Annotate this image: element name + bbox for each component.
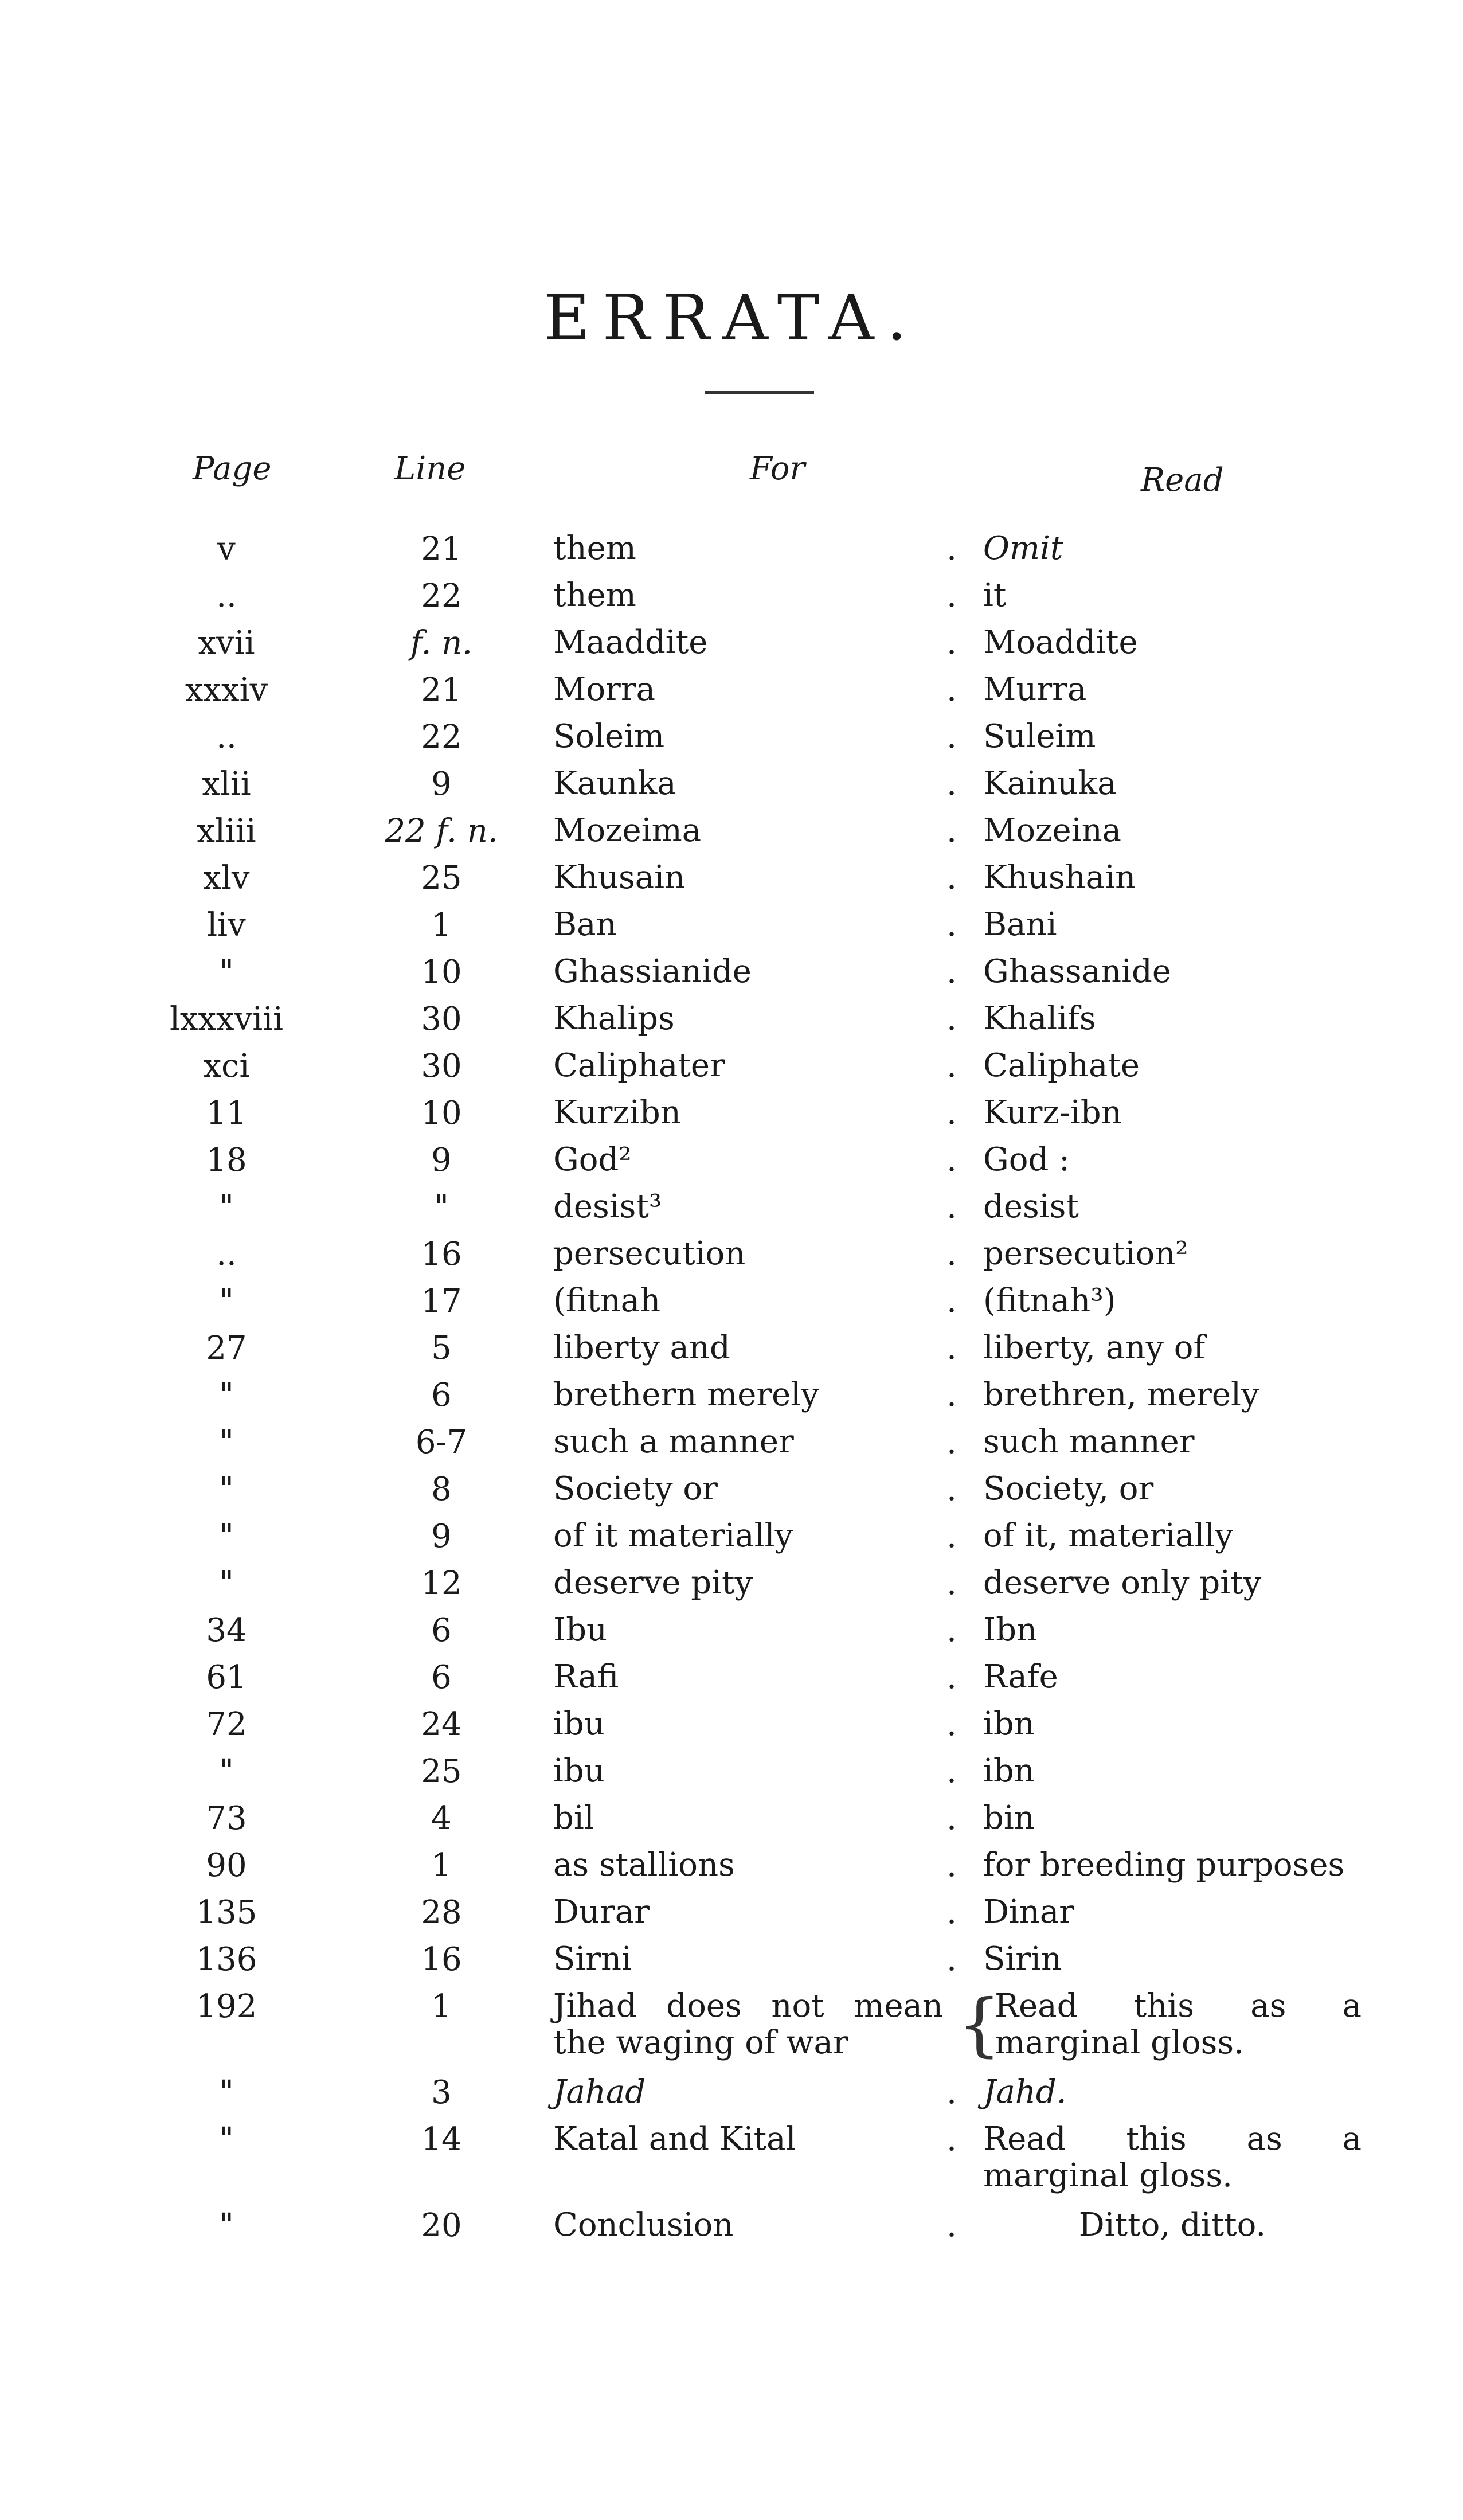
header-read: Read <box>1141 462 1224 499</box>
table-row <box>0 2207 1463 2254</box>
cell-page: " <box>219 2121 234 2158</box>
cell-page: " <box>219 1283 234 1320</box>
cell-line: 20 <box>421 2207 462 2244</box>
table-row <box>0 1706 1463 1753</box>
cell-page: " <box>219 1377 234 1414</box>
leader-dot: . <box>946 1424 957 1461</box>
header-line: Line <box>394 450 466 487</box>
cell-line: 16 <box>421 1941 462 1978</box>
cell-read: Mozeina <box>983 812 1122 849</box>
cell-read: Bani <box>983 906 1057 943</box>
cell-for: Ghassianide <box>553 953 752 990</box>
cell-line: 25 <box>421 1753 462 1790</box>
cell-read: Ibn <box>983 1611 1038 1648</box>
table-row <box>0 1985 1463 2074</box>
leader-dot: . <box>946 1518 957 1555</box>
table-row <box>0 1565 1463 1612</box>
cell-for: such a manner <box>553 1423 794 1460</box>
cell-read: Kainuka <box>983 765 1117 802</box>
leader-dot: . <box>946 1565 957 1602</box>
cell-page: xliii <box>197 812 256 850</box>
table-row <box>0 1941 1463 1988</box>
table-row <box>0 718 1463 765</box>
cell-page: xxxiv <box>185 671 268 709</box>
cell-for: Katal and Kital <box>553 2120 796 2158</box>
cell-page: " <box>219 1471 234 1508</box>
leader-dot: . <box>946 1800 957 1837</box>
cell-page: 18 <box>206 1142 247 1179</box>
header-page: Page <box>193 450 272 487</box>
leader-dot: . <box>946 859 957 897</box>
cell-for: ibu <box>553 1752 605 1790</box>
cell-read: Ghassanide <box>983 953 1172 990</box>
cell-line: 10 <box>421 1095 462 1132</box>
cell-for: Mozeima <box>553 812 702 849</box>
leader-dot: . <box>946 577 957 615</box>
cell-for: Jihad does not mean the waging of war <box>553 1987 943 2061</box>
leader-dot: . <box>946 2121 957 2158</box>
cell-line: 9 <box>431 1142 452 1179</box>
cell-read: desist <box>983 1188 1079 1225</box>
cell-page: 90 <box>206 1847 247 1884</box>
cell-line: 6 <box>431 1659 452 1696</box>
cell-read: Rafe <box>983 1658 1058 1695</box>
cell-for: them <box>553 577 636 614</box>
cell-line: 30 <box>421 1048 462 1085</box>
leader-dot: . <box>946 1095 957 1132</box>
cell-page: 34 <box>206 1612 247 1649</box>
cell-line: 12 <box>421 1565 462 1602</box>
table-row <box>0 1424 1463 1471</box>
cell-read: Sirin <box>983 1940 1062 1978</box>
table-row <box>0 1518 1463 1565</box>
table-row <box>0 530 1463 577</box>
cell-for: Khusain <box>553 859 686 896</box>
page-title: ERRATA. <box>543 281 920 354</box>
cell-line: 10 <box>421 954 462 991</box>
leader-dot: . <box>946 1612 957 1649</box>
cell-for: Morra <box>553 671 655 708</box>
cell-line: 1 <box>431 1847 452 1884</box>
cell-read: Khushain <box>983 859 1136 896</box>
cell-line: 21 <box>421 530 462 568</box>
cell-for: Jahad <box>553 2073 646 2111</box>
brace-mark: { <box>957 1985 1002 2065</box>
cell-page: 136 <box>195 1941 257 1978</box>
cell-line: 9 <box>431 1518 452 1555</box>
table-row <box>0 1753 1463 1800</box>
leader-dot: . <box>946 1894 957 1931</box>
table-row <box>0 954 1463 1001</box>
leader-dot: . <box>946 1941 957 1978</box>
cell-read: brethren, merely <box>983 1376 1259 1413</box>
cell-for: liberty and <box>553 1329 730 1366</box>
cell-page: " <box>219 1518 234 1555</box>
cell-read: Murra <box>983 671 1087 708</box>
cell-page: 61 <box>206 1659 247 1696</box>
cell-read: Read this as a marginal gloss. <box>995 1987 1362 2061</box>
cell-page: " <box>219 2207 234 2244</box>
cell-page: " <box>219 1565 234 1602</box>
cell-page: .. <box>216 718 237 756</box>
cell-for: Sirni <box>553 1940 632 1978</box>
cell-line: 24 <box>421 1706 462 1743</box>
table-row <box>0 671 1463 718</box>
cell-page: xvii <box>198 624 255 662</box>
cell-page: .. <box>216 1236 237 1273</box>
cell-read: Dinar <box>983 1893 1075 1931</box>
cell-page: " <box>219 2074 234 2111</box>
cell-line: 6 <box>431 1612 452 1649</box>
leader-dot: . <box>946 1471 957 1508</box>
table-row <box>0 1894 1463 1941</box>
cell-read: for breeding purposes <box>983 1846 1345 1884</box>
leader-dot: . <box>946 812 957 850</box>
cell-read: Society, or <box>983 1470 1154 1507</box>
cell-read: Caliphate <box>983 1047 1140 1084</box>
cell-for: Ban <box>553 906 617 943</box>
cell-read: Jahd. <box>983 2073 1067 2111</box>
cell-for: of it materially <box>553 1517 793 1554</box>
leader-dot: . <box>946 530 957 568</box>
cell-page: 72 <box>206 1706 247 1743</box>
cell-read: God : <box>983 1141 1070 1178</box>
cell-page: lxxxviii <box>169 1001 284 1038</box>
leader-dot: . <box>946 765 957 803</box>
table-row <box>0 907 1463 954</box>
cell-page: xlii <box>202 765 251 803</box>
cell-line: 14 <box>421 2121 462 2158</box>
leader-dot: . <box>946 1659 957 1696</box>
table-row <box>0 1001 1463 1048</box>
cell-read: Moaddite <box>983 624 1138 661</box>
leader-dot: . <box>946 1142 957 1179</box>
cell-read: (fitnah³) <box>983 1282 1116 1319</box>
cell-line: 16 <box>421 1236 462 1273</box>
leader-dot: . <box>946 1001 957 1038</box>
cell-line: 3 <box>431 2074 452 2111</box>
cell-for: Conclusion <box>553 2206 734 2244</box>
cell-for: Caliphater <box>553 1047 725 1084</box>
leader-dot: . <box>946 624 957 662</box>
cell-for: bil <box>553 1799 594 1837</box>
leader-dot: . <box>946 1847 957 1884</box>
cell-line: 21 <box>421 671 462 709</box>
leader-dot: . <box>946 954 957 991</box>
cell-read: Omit <box>983 530 1063 567</box>
cell-line: 6 <box>431 1377 452 1414</box>
cell-page: 27 <box>206 1330 247 1367</box>
cell-page: 11 <box>206 1095 247 1132</box>
cell-page: .. <box>216 577 237 615</box>
cell-for: (fitnah <box>553 1282 661 1319</box>
cell-page: " <box>219 1424 234 1461</box>
title-rule <box>705 391 814 394</box>
cell-page: 73 <box>206 1800 247 1837</box>
table-row <box>0 1048 1463 1095</box>
cell-for: Kaunka <box>553 765 676 802</box>
cell-for: brethern merely <box>553 1376 819 1413</box>
cell-page: xci <box>203 1048 250 1085</box>
cell-page: " <box>219 1189 234 1226</box>
table-row <box>0 1847 1463 1894</box>
cell-for: them <box>553 530 636 567</box>
cell-read: liberty, any of <box>983 1329 1206 1366</box>
cell-for: Khalips <box>553 1000 675 1037</box>
table-row <box>0 1236 1463 1283</box>
table-row <box>0 2074 1463 2121</box>
cell-read: such manner <box>983 1423 1195 1460</box>
cell-for: ibu <box>553 1705 605 1742</box>
cell-read: of it, materially <box>983 1517 1233 1554</box>
table-row <box>0 1800 1463 1847</box>
cell-line: 22 <box>421 577 462 615</box>
cell-page: " <box>219 1753 234 1790</box>
cell-line: 22 f. n. <box>385 812 498 850</box>
leader-dot: . <box>946 1377 957 1414</box>
cell-read: ibn <box>983 1705 1035 1742</box>
cell-line: 8 <box>431 1471 452 1508</box>
cell-line: f. n. <box>410 624 473 662</box>
leader-dot: . <box>946 1330 957 1367</box>
cell-line: " <box>434 1189 449 1226</box>
cell-page: 192 <box>195 1988 257 2025</box>
cell-for: deserve pity <box>553 1564 753 1601</box>
leader-dot: . <box>946 907 957 944</box>
cell-for: persecution <box>553 1235 746 1272</box>
cell-for: Ibu <box>553 1611 608 1648</box>
table-row <box>0 1377 1463 1424</box>
table-row <box>0 1659 1463 1706</box>
cell-line: 30 <box>421 1001 462 1038</box>
cell-page: liv <box>207 907 246 944</box>
cell-for: Soleim <box>553 718 665 755</box>
cell-line: 4 <box>431 1800 452 1837</box>
cell-line: 5 <box>431 1330 452 1367</box>
leader-dot: . <box>946 1236 957 1273</box>
cell-line: 22 <box>421 718 462 756</box>
leader-dot: . <box>946 1189 957 1226</box>
cell-read: ibn <box>983 1752 1035 1790</box>
cell-for: Rafi <box>553 1658 619 1695</box>
cell-read: deserve only pity <box>983 1564 1262 1601</box>
leader-dot: . <box>946 1048 957 1085</box>
leader-dot: . <box>946 718 957 756</box>
table-row <box>0 577 1463 624</box>
leader-dot: . <box>946 2207 957 2244</box>
cell-page: v <box>217 530 236 568</box>
table-row <box>0 1330 1463 1377</box>
cell-read: Kurz-ibn <box>983 1094 1122 1131</box>
leader-dot: . <box>946 2074 957 2111</box>
cell-read: it <box>983 577 1007 614</box>
leader-dot: . <box>946 1283 957 1320</box>
table-row <box>0 812 1463 859</box>
cell-for: as stallions <box>553 1846 735 1884</box>
table-row <box>0 1612 1463 1659</box>
cell-read: persecution² <box>983 1235 1188 1272</box>
cell-for: desist³ <box>553 1188 662 1225</box>
errata-table <box>0 530 1463 2254</box>
table-row <box>0 859 1463 907</box>
table-row <box>0 624 1463 671</box>
table-row <box>0 1471 1463 1518</box>
cell-for: God² <box>553 1141 632 1178</box>
table-row <box>0 1283 1463 1330</box>
cell-line: 1 <box>431 907 452 944</box>
cell-page: " <box>219 954 234 991</box>
cell-page: xlv <box>203 859 250 897</box>
cell-for: Kurzibn <box>553 1094 681 1131</box>
cell-for: Durar <box>553 1893 650 1931</box>
table-row <box>0 2121 1463 2207</box>
cell-line: 17 <box>421 1283 462 1320</box>
cell-read: bin <box>983 1799 1035 1837</box>
cell-read: Ditto, ditto. <box>1078 2206 1266 2244</box>
table-row <box>0 1189 1463 1236</box>
cell-read: Read this as a marginal gloss. <box>983 2120 1362 2194</box>
table-row <box>0 765 1463 812</box>
leader-dot: . <box>946 671 957 709</box>
cell-line: 6-7 <box>415 1424 468 1461</box>
table-row <box>0 1142 1463 1189</box>
cell-line: 9 <box>431 765 452 803</box>
cell-line: 1 <box>431 1988 452 2025</box>
cell-read: Khalifs <box>983 1000 1096 1037</box>
table-row <box>0 1095 1463 1142</box>
cell-line: 25 <box>421 859 462 897</box>
cell-for: Society or <box>553 1470 718 1507</box>
leader-dot: . <box>946 1706 957 1743</box>
cell-line: 28 <box>421 1894 462 1931</box>
cell-read: Suleim <box>983 718 1096 755</box>
leader-dot: . <box>946 1753 957 1790</box>
cell-for: Maaddite <box>553 624 708 661</box>
header-for: For <box>750 450 805 487</box>
cell-page: 135 <box>195 1894 257 1931</box>
